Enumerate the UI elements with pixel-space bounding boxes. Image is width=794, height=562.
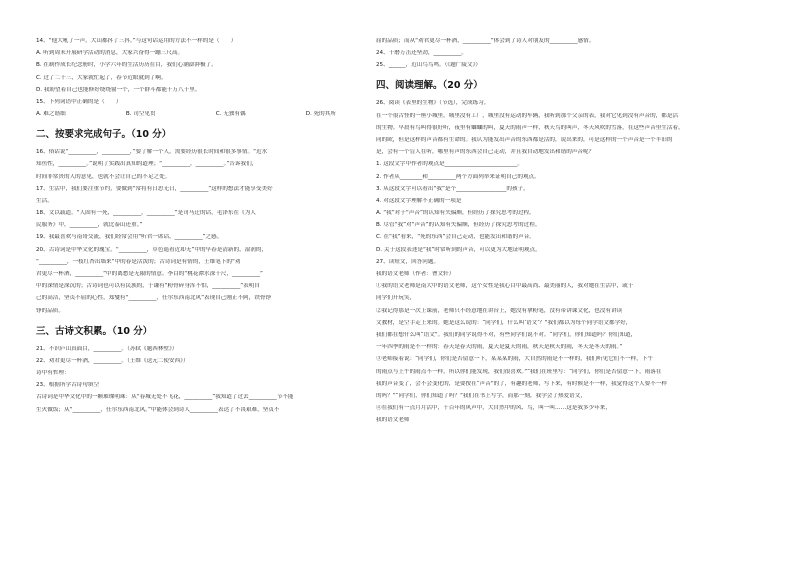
text-line: 21、不识庐山真面目，__________。（苏轼《题西林壁》） bbox=[36, 345, 178, 352]
text-line: 23、根据所学古诗句填空 bbox=[36, 382, 100, 389]
text-line: 22、劝君更尽一杯酒，__________。（王维《送元二使安西》） bbox=[36, 357, 189, 364]
text-line: 19、我最喜欢与南哥交流，我们经常会用“听君一席话，__________”之感。 bbox=[36, 234, 223, 241]
option-line: D. 关于这段表述是“我”时常听到的声音，可以更为大地证明观点。 bbox=[376, 246, 541, 253]
passage-line: 的生物。早晨有鸟叫得很好听，夜里有蛐蛐的叫，夏天的雨声一样，秋天鸟的叫声，冬天风吹的雪落，在这些声音里生活着， bbox=[376, 124, 684, 131]
option-line: D. 我盼望着自己也能修好绕绕窗一个，一个群斗都能千万八千里。 bbox=[36, 86, 201, 93]
option-line: C. 过了二十三，大家就忙起了，春节近眼就到了啊。 bbox=[36, 74, 167, 81]
text-line: 屈的品质；而从“劝君更尽一杯酒，__________”体会到了诗人对朋友的__________感情。 bbox=[376, 38, 595, 44]
text-line: 己的高洁，坚贞不屈的心性，郑燮有“__________，任尔东西南北风”表现自己刚正不阿，铁骨铮 bbox=[36, 295, 272, 302]
option-b: B. 司空见贯 bbox=[125, 111, 156, 118]
passage-line: ④在我们有一点月月活中，千百年的风声中，大自然中的风、鸟，叫一叫……这是我多少年来， bbox=[376, 405, 611, 412]
passage-line: 一年四季的雨是不一样的：春天是春天的雨，夏天是夏天的雨，秋天是秋天的雨，冬天是冬天的雨。” bbox=[376, 344, 623, 351]
question-24: 24、千磨万击还坚劲，__________。 bbox=[376, 50, 468, 57]
option-c: C. 无独有偶 bbox=[215, 111, 246, 118]
passage-line: 我的语文老师 bbox=[376, 417, 410, 424]
passage-line: 同的欧，但是这样的声音都有生命的。我认为能发出声音的东西都是活的，说出来的，可是这样的一个声音是一个半旧的 bbox=[376, 136, 673, 143]
text-line: 民服务》中，__________，就比泰山还重。” bbox=[36, 222, 143, 229]
passage-line: 在一个很古怪的一座小城里，城里没有工厂，城里没有运动的车辆，我听到那个父亲的表，我对它见到没有声音的，都是活 bbox=[376, 112, 679, 119]
passage-line: ①我的语文老师是南大中的语文老师，这个女性是我心目中最高尚、最美丽的人，我对她在生活中，或于 bbox=[376, 283, 634, 290]
text-line: 17、生活中，我们要注重节约，要做到“常将有日思无日，__________”这样的想法才能享受美好 bbox=[36, 185, 273, 192]
section-4-title: 四、阅读理解。（20 分） bbox=[376, 80, 483, 92]
sub-question: 4. 对这段文字理解不正确的一项是 bbox=[376, 197, 462, 204]
text-line: “__________，一枝红杏出墙来”中的春是活泼的；古诗词是有情的，王维笔下的“劝 bbox=[36, 258, 241, 265]
question-27: 27、读短文，回答问题。 bbox=[376, 258, 440, 265]
passage-line: 同学们开玩笑， bbox=[376, 295, 416, 302]
text-line: 生火做饭；从“__________，任尔东西南北风。”中能体会到诗人__________表达了不畏艰难，坚贞不 bbox=[36, 406, 280, 413]
text-line: 16、俗话说“__________，__________，”要了解一个人，需要经历很长时间和很多事情。“近水 bbox=[36, 149, 268, 156]
passage-line: ②我记得那是一次上课前，老师只不经意地在讲台上，她没有拿粉笔，没有带讲课文化，也没有讲读 bbox=[376, 307, 623, 314]
option-line: A. 听到周末开展研学活动的消息，大家兴奋得一蹦三尺高。 bbox=[36, 50, 184, 57]
reading-passage bbox=[376, 113, 760, 157]
text-line: 诗中有哲理： bbox=[36, 369, 70, 376]
option-a: A. 难之谐细 bbox=[36, 111, 66, 118]
section-2-title: 二、按要求完成句子。（10 分） bbox=[36, 129, 172, 141]
option-line: B. 尽管“我”对“声音”的认知有失偏颇，但经历了探究思考的过程。 bbox=[376, 222, 541, 229]
question-14: 14、“他大吼了一声，大山都抖了三抖。”与这句话运用的方法不一样的是（ ） bbox=[36, 38, 237, 44]
passage-line: 的吗？”“同学们，你们知道了吗？”我们在书上写字，而那一刻，我学会了热爱语文， bbox=[376, 392, 586, 399]
passage-line: 我的声音变了，会不会变化的，是要按在“声音”的了，有趣的老师，写下来，有时候是不一样，我觉得这个人要不一样 bbox=[376, 380, 668, 387]
question-26-intro: 26、阅读《表里的生物》（节选），完成练习。 bbox=[376, 100, 490, 107]
passage2-title: 我的语文老师（作者：曹文轩） bbox=[376, 271, 455, 277]
option-line: B. 在制作成长纪念册时，小学六年的生活历历在目，我们心潮澎湃极了。 bbox=[36, 62, 217, 69]
text-line: 中的深情是深沉的；古诗词也可以有民族的，于谦有“粉骨碎身浑不怕，__________”表明自 bbox=[36, 283, 260, 290]
text-line: 18、文以载道。“人固有一死，__________，__________”是司马迁的话，毛泽东在《为人 bbox=[36, 210, 256, 217]
option-d: D. 死的其所 bbox=[305, 111, 336, 118]
text-line: 知鱼性，__________。”说明了实践出真知的道理；“__________，__________。”告诉我们， bbox=[36, 161, 258, 168]
text-line: 20、古诗词是中华文化的瑰宝。“__________，草色遥看近却无”中的早春是清新的，湿润的， bbox=[36, 246, 268, 253]
passage-line: 的雨点与上午的雨点不一样，所以你们能发现，我们很喜欢。”“我们在班里写：“同学们，你们是否留意一下，雨落在 bbox=[376, 368, 662, 375]
text-line: 生活。 bbox=[36, 197, 53, 204]
text-line: 时间非常贵的人的意见，也就不会让自己的不足之处。 bbox=[36, 173, 171, 180]
sub-question: 3. 从这段文字可以看出“我”是个__________________的孩子。 bbox=[376, 185, 529, 192]
text-line: 君更尽一杯酒，__________”中的离愁是无限的情意。李白的“桃花潭水深千尺，__________” bbox=[36, 271, 263, 277]
right-column bbox=[376, 38, 760, 429]
option-line: C. 在“我”看来，“死的东西”会自己走动，也能发出和谐的声音。 bbox=[376, 234, 535, 241]
question-25: 25、______，近山鸟鸟鸣。（《题广陵文》） bbox=[376, 62, 481, 69]
passage-line: 我们都在想什么叫“语文”。我们的同学说得不对，有些同学们说不对。“同学们，你们知道吗？你们知道， bbox=[376, 331, 637, 338]
passage-line: ③老师接着说：“同学们，你们是否留意一下，某某某的雨，大自然的雨是不一样的，我们听见它们不一样，下午 bbox=[376, 356, 653, 363]
text-line: 铮的品质。 bbox=[36, 307, 64, 314]
sub-question: 1. 这段文字中作者的观点是__________________________。 bbox=[376, 161, 523, 168]
section-3-title: 三、古诗文积累。（10 分） bbox=[36, 325, 153, 337]
reading-passage-2 bbox=[376, 283, 760, 424]
question-15-options bbox=[36, 111, 376, 118]
text-line: 古诗词是中华文化中的一颗璀璨明珠：从“春城无处不飞花，__________”我知道了过去__________节不能 bbox=[36, 394, 294, 401]
passage-line: 文教材，是空手走上来的。她是这么说的：“同学们，什么叫‘语文’？”我们都以为每个同学语文都学好， bbox=[376, 319, 632, 326]
left-column bbox=[36, 38, 376, 419]
passage-line: 是，会有一个盲人在听，哪里有声的东西会自己走动，并且我自动地发出和谐的声音呢？ bbox=[376, 149, 595, 156]
question-15: 15、下列词语中正确的是（ ） bbox=[36, 98, 122, 105]
option-line: A. “我”对于“声音”的认知有失偏颇，但经历了探究思考的过程。 bbox=[376, 210, 535, 217]
sub-question: 2. 作者从________和__________两个方面列举来证明自己的观点。 bbox=[376, 173, 540, 180]
